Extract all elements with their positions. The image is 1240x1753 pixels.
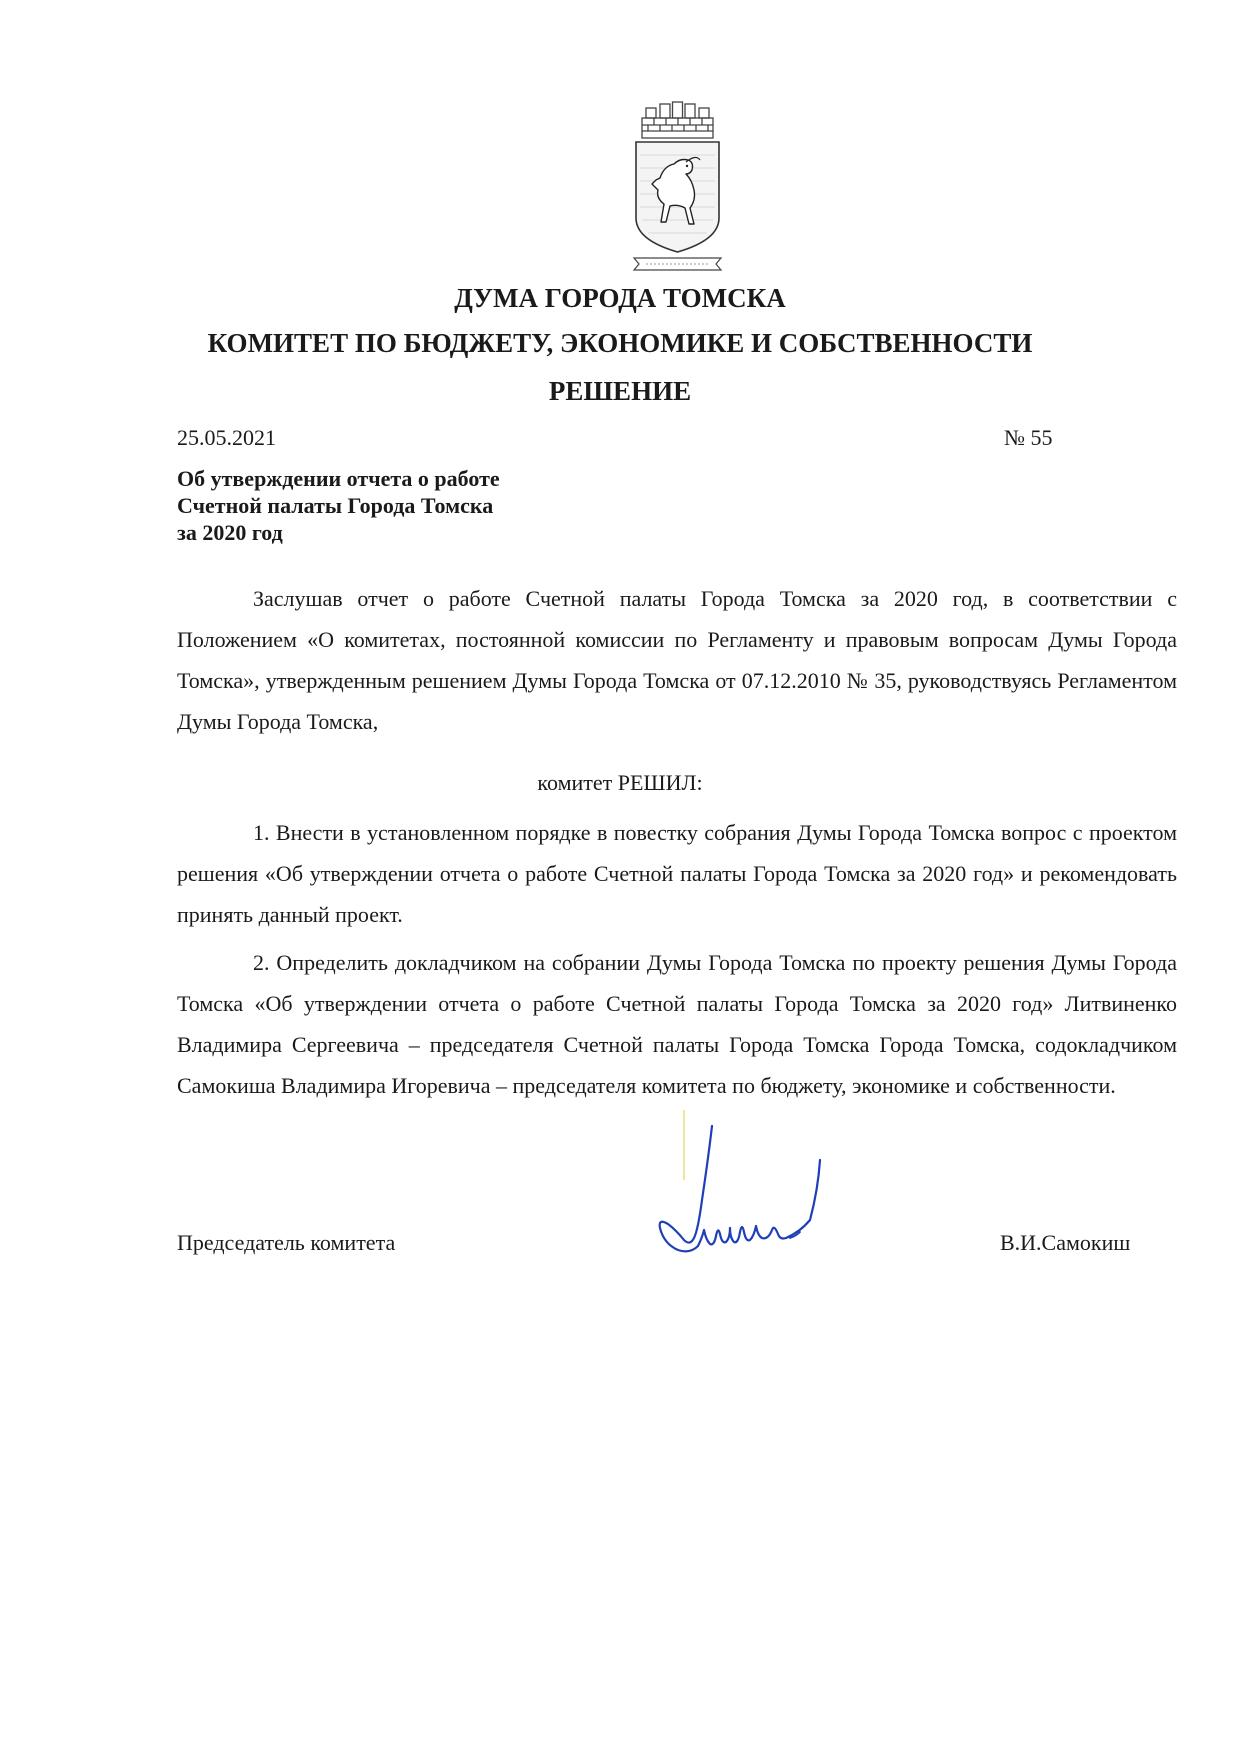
decision-item-2: 2. Определить докладчиком на собрании Думы Города Томска по проекту решения Думы Города Томска «Об утверждении отчета о работе Счетной палаты Города Томска за 2020 год» Литвиненко Владимира Сергеевича – председателя Счетной палаты Города Томска Города Томска, содокладчиком Самокиша Владимира Игоревича – председателя комитета по бюджету, экономике и собственности. bbox=[177, 950, 1177, 1098]
intro-paragraph: Заслушав отчет о работе Счетной палаты Города Томска за 2020 год, в соответствии с Положением «О комитетах, постоянной комиссии по Регламенту и правовым вопросам Думы Города Томска», утвержденным решением Думы Города Томска от 07.12.2010 № 35, руководствуясь Регламентом Думы Города Томска, bbox=[177, 586, 1177, 734]
document-type-title: РЕШЕНИЕ bbox=[548, 376, 692, 406]
signer-position: Председатель комитета bbox=[177, 1230, 396, 1255]
document-subject bbox=[177, 465, 500, 546]
committee-name: КОМИТЕТ ПО БЮДЖЕТУ, ЭКОНОМИКЕ И СОБСТВЕННОСТИ bbox=[207, 328, 1033, 358]
subject-line: за 2020 год bbox=[177, 520, 283, 545]
document-date: 25.05.2021 bbox=[177, 425, 276, 450]
organization-name: ДУМА ГОРОДА ТОМСКА bbox=[454, 283, 786, 313]
subject-line: Об утверждении отчета о работе bbox=[177, 466, 500, 491]
handwritten-signature-icon bbox=[650, 1120, 880, 1300]
subject-line: Счетной палаты Города Томска bbox=[177, 493, 494, 518]
decision-phrase: комитет РЕШИЛ: bbox=[537, 770, 703, 795]
coat-of-arms-icon bbox=[630, 100, 725, 275]
document-number: № 55 bbox=[1004, 425, 1053, 450]
decision-item-1: 1. Внести в установленном порядке в повестку собрания Думы Города Томска вопрос с проектом решения «Об утверждении отчета о работе Счетной палаты Города Томска за 2020 год» и рекомендовать принять данный проект. bbox=[177, 820, 1177, 927]
signer-name: В.И.Самокиш bbox=[1000, 1230, 1131, 1255]
